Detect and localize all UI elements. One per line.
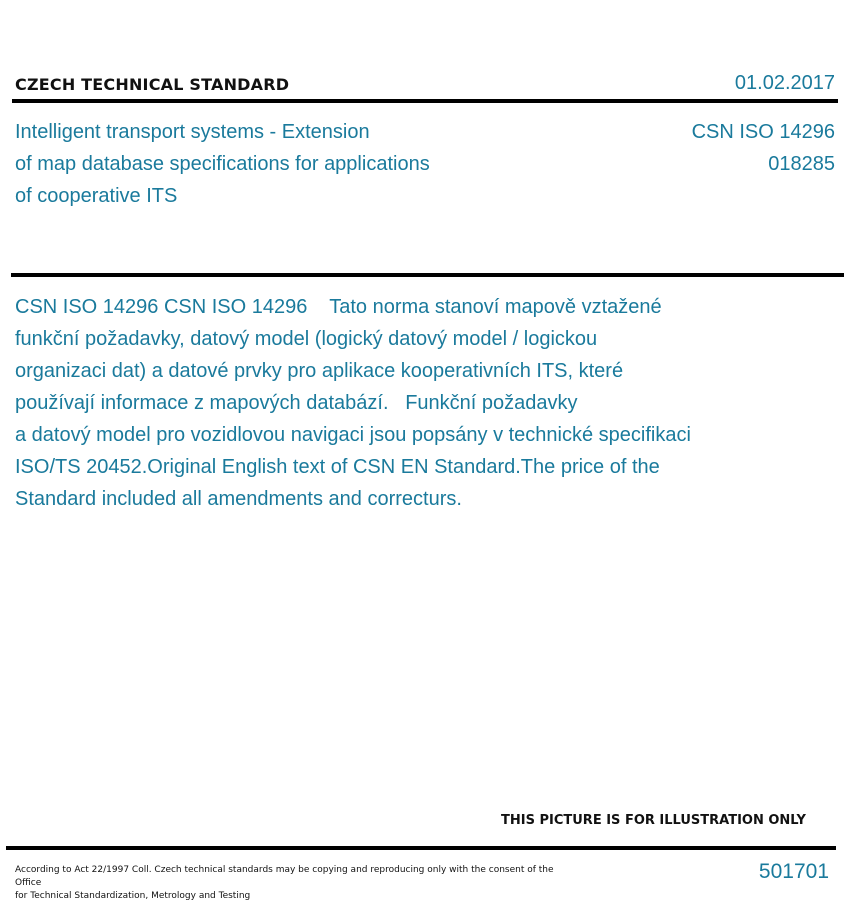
description-line: Standard included all amendments and correcturs. xyxy=(15,488,462,510)
standard-identifiers xyxy=(692,116,835,180)
description-line: používají informace z mapových databází. Funkční požadavky xyxy=(15,392,578,414)
description-line: funkční požadavky, datový model (logický datový model / logickou xyxy=(15,328,598,350)
description-line: CSN ISO 14296 CSN ISO 14296 Tato norma stanoví mapově vztažené xyxy=(15,296,662,318)
standard-title xyxy=(15,116,485,212)
footer-divider xyxy=(6,846,836,850)
illustration-notice: THIS PICTURE IS FOR ILLUSTRATION ONLY xyxy=(501,813,806,828)
legal-notice-line: for Technical Standardization, Metrology and Testing xyxy=(15,891,251,901)
standard-description xyxy=(15,291,755,515)
standard-code: CSN ISO 14296 xyxy=(691,121,835,143)
standard-title-line: Intelligent transport systems - Extension xyxy=(15,121,370,143)
description-line: ISO/TS 20452.Original English text of CSN EN Standard.The price of the xyxy=(15,456,660,478)
standard-title-line: of map database specifications for applications xyxy=(15,153,430,175)
description-line: a datový model pro vozidlovou navigaci jsou popsány v technické specifikaci xyxy=(15,424,691,446)
document-heading: CZECH TECHNICAL STANDARD xyxy=(15,75,290,94)
legal-notice-line: According to Act 22/1997 Coll. Czech technical standards may be copying and reproducing only with the consent of the Office xyxy=(15,865,554,888)
section-divider xyxy=(11,273,844,277)
standard-title-line: of cooperative ITS xyxy=(15,185,178,207)
legal-notice xyxy=(15,864,575,903)
description-line: organizaci dat) a datové prvky pro aplikace kooperativních ITS, které xyxy=(15,360,624,382)
publication-date: 01.02.2017 xyxy=(734,72,835,94)
footer-code: 501701 xyxy=(758,860,829,883)
header-divider xyxy=(12,99,838,103)
catalog-number: 018285 xyxy=(768,153,835,175)
